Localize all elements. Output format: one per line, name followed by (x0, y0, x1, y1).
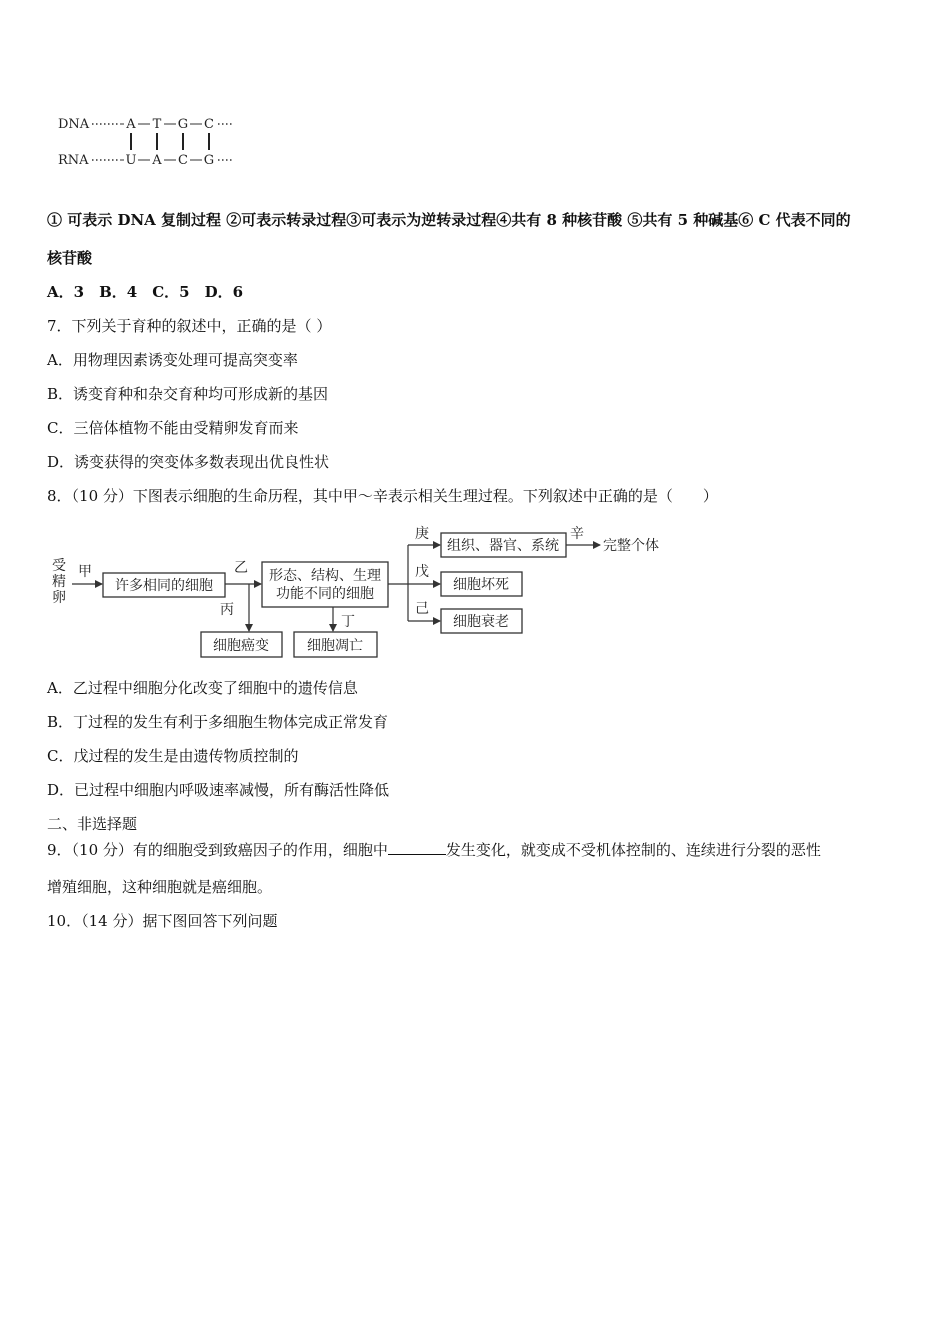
base-pair (202, 116, 216, 168)
base-pair (150, 116, 164, 168)
q7-option-b: B．诱变育种和杂交育种均可形成新的基因 (47, 385, 329, 403)
box-cancer-text: 细胞癌变 (213, 638, 269, 654)
dna-base: C (204, 117, 214, 132)
q7-option-d: D．诱变获得的突变体多数表现出优良性状 (47, 453, 330, 471)
q7-option-a: A．用物理因素诱变处理可提高突变率 (47, 351, 298, 369)
q6-statements-line2: 核苷酸 (47, 249, 93, 267)
dna-base: G (177, 117, 189, 132)
q8-option-d: D．已过程中细胞内呼吸速率减慢，所有酶活性降低 (47, 781, 390, 799)
q8-stem: 8．（10 分）下图表示细胞的生命历程，其中甲～辛表示相关生理过程。下列叙述中正确的是（ ） (47, 487, 718, 505)
q9-text-part2: 发生变化，就变成不受机体控制的、连续进行分裂的恶性 (445, 841, 821, 859)
label-xin: 辛 (570, 526, 584, 542)
label-ji: 己 (415, 601, 429, 617)
label-jia: 甲 (78, 564, 92, 580)
svg-text:受: 受 (52, 558, 66, 574)
box-apoptosis-text: 细胞凋亡 (307, 638, 363, 654)
label-geng: 庚 (415, 526, 429, 542)
q8-option-a: A．乙过程中细胞分化改变了细胞中的遗传信息 (47, 679, 358, 697)
q9-line1 (47, 840, 821, 860)
base-pair (176, 116, 190, 168)
q9-answer-blank[interactable] (388, 840, 446, 855)
dna-label: DNA (58, 117, 90, 132)
q9-text-part1: 9．（10 分）有的细胞受到致癌因子的作用，细胞中 (47, 841, 388, 859)
rna-base: U (125, 153, 137, 168)
zygote-label (52, 558, 66, 606)
box-same-cells-text: 许多相同的细胞 (115, 578, 213, 594)
rna-base: A (152, 153, 162, 168)
rna-base: G (203, 153, 215, 168)
box-necrosis-text: 细胞坏死 (453, 577, 509, 593)
q7-stem: 7．下列关于育种的叙述中，正确的是（ ） (47, 317, 332, 335)
box-tissue-text: 组织、器官、系统 (447, 538, 559, 554)
label-ding: 丁 (341, 614, 355, 630)
q10-stem: 10．（14 分）据下图回答下列问题 (47, 912, 278, 930)
q9-line2: 增殖细胞，这种细胞就是癌细胞。 (47, 878, 273, 896)
label-bing: 丙 (220, 602, 234, 618)
q8-option-b: B．丁过程的发生有利于多细胞生物体完成正常发育 (47, 713, 389, 731)
q8-option-c: C．戊过程的发生是由遗传物质控制的 (47, 747, 299, 765)
rna-label: RNA (58, 153, 89, 168)
svg-text:卵: 卵 (52, 590, 66, 606)
base-pair (124, 116, 138, 168)
cell-life-history-diagram (44, 518, 674, 664)
q6-options: A．3 B．4 C．5 D．6 (47, 283, 244, 301)
box-different-cells-line2: 功能不同的细胞 (276, 586, 374, 602)
q7-option-c: C．三倍体植物不能由受精卵发育而来 (47, 419, 299, 437)
svg-text:精: 精 (52, 574, 66, 590)
box-different-cells-line1: 形态、结构、生理 (269, 568, 381, 584)
section2-title: 二、非选择题 (47, 815, 138, 833)
rna-base: C (178, 153, 188, 168)
label-yi: 乙 (234, 560, 248, 576)
box-aging-text: 细胞衰老 (453, 614, 509, 630)
q6-statements-line1: ① 可表示 DNA 复制过程 ②可表示转录过程③可表示为逆转录过程④共有 8 种核苷酸 ⑤共有 5 种碱基⑥ C 代表不同的 (47, 211, 851, 229)
dna-base: A (126, 117, 136, 132)
dna-rna-figure (58, 108, 248, 172)
dna-base: T (152, 117, 162, 132)
label-wu: 戊 (415, 564, 429, 580)
individual-label: 完整个体 (603, 538, 659, 554)
